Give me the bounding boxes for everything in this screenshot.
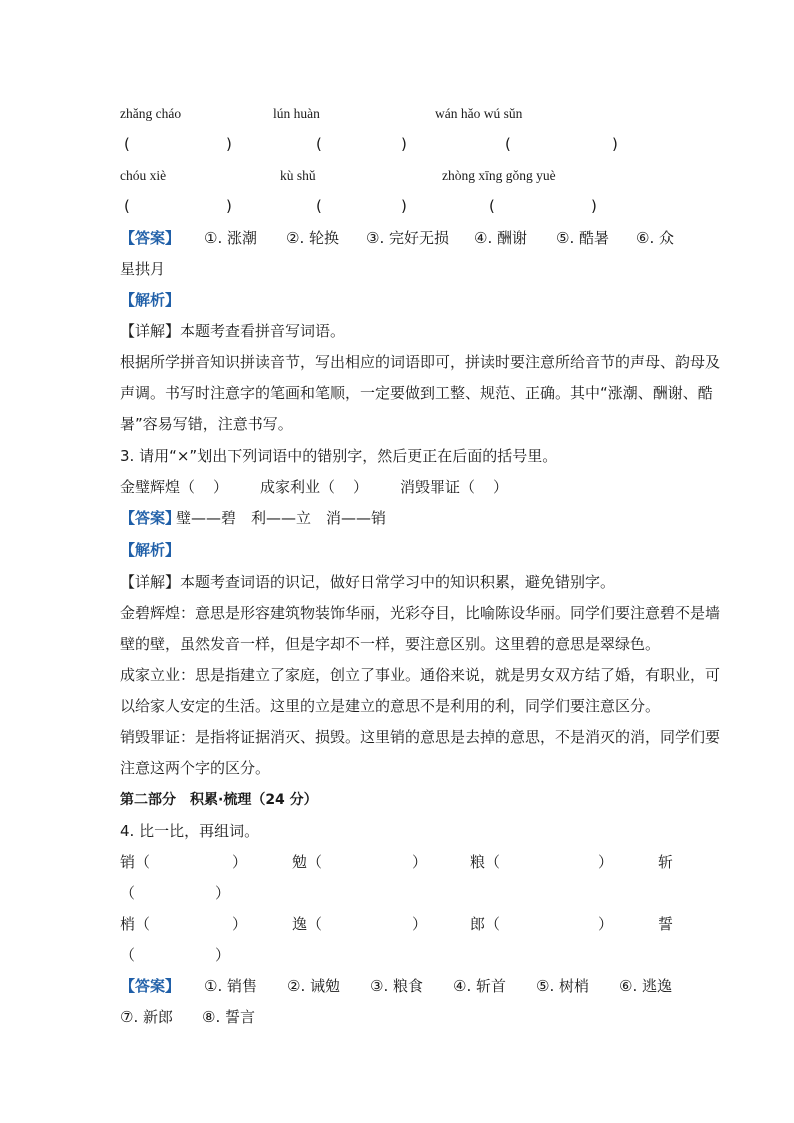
blank-close: ): [401, 197, 407, 215]
answer-item: ⑦. 新郎: [120, 1008, 173, 1026]
blank-close: ）: [232, 853, 248, 871]
pinyin-item: zhǎng cháo: [120, 106, 182, 121]
q3-detail-line: 以给家人安定的生活。这里的立是建立的意思不是利用的利，同学们要注意区分。: [120, 697, 661, 715]
q3-detail-line: 金碧辉煌：意思是形容建筑物装饰华丽，光彩夺目，比喻陈设华丽。同学们要注意碧不是墙: [120, 604, 721, 622]
blank-close: ): [226, 197, 232, 215]
answer-tag: 【答案】: [120, 509, 181, 527]
blank-close: ）: [598, 915, 614, 933]
q2-detail-line: 声调。书写时注意字的笔画和笔顺，一定要做到工整、规范、正确。其中“涨潮、酬谢、酷: [120, 384, 713, 402]
blank-close: ）: [232, 915, 248, 933]
pinyin-item: lún huàn: [273, 106, 320, 121]
pinyin-item: chóu xiè: [120, 168, 167, 183]
q4-char: 逸（: [292, 915, 323, 933]
pinyin-item: kù shǔ: [280, 168, 316, 183]
blank-close: ）: [598, 853, 614, 871]
q3-detail-line: 销毁罪证：是指将证据消灭、损毁。这里销的意思是去掉的意思，不是消灭的消，同学们要: [120, 728, 721, 746]
answer-item: ⑤. 酷暑: [556, 229, 609, 247]
blank-open: (: [124, 197, 130, 215]
blank-open: （: [120, 946, 136, 964]
blank-open: (: [316, 197, 322, 215]
q3-word: 金璧辉煌（: [120, 478, 196, 496]
answer-tag: 【答案】: [120, 229, 181, 247]
blank-close: ): [401, 135, 407, 153]
pinyin-item: wán hǎo wú sǔn: [435, 106, 523, 121]
q4-char: 勉（: [292, 853, 323, 871]
q4-char: 粮（: [470, 853, 501, 871]
answer-item: ④. 酬谢: [474, 229, 527, 247]
q3-detail-heading: 【详解】本题考查词语的识记，做好日常学习中的知识积累，避免错别字。: [120, 573, 616, 591]
q3-answer: 璧——碧 利——立 消——销: [176, 509, 387, 527]
blank-close: ）: [412, 915, 428, 933]
q3-detail-line: 壁的壁，虽然发音一样，但是字却不一样，要注意区别。这里碧的意思是翠绿色。: [120, 635, 661, 653]
answer-item: ③. 完好无损: [366, 229, 449, 247]
blank-close: ): [591, 197, 597, 215]
blank-open: (: [124, 135, 130, 153]
answer-item: ⑧. 誓言: [202, 1008, 255, 1026]
q3-word: 消毁罪证（: [400, 478, 476, 496]
q2-detail-heading: 【详解】本题考查看拼音写词语。: [120, 322, 346, 340]
q2-detail-line: 暑”容易写错，注意书写。: [120, 415, 293, 433]
section-title: 第二部分 积累·梳理（24 分）: [120, 792, 318, 808]
analysis-tag: 【解析】: [120, 291, 181, 309]
answer-tag: 【答案】: [120, 977, 181, 995]
answer-item: ⑥. 逃逸: [619, 977, 672, 995]
blank-close: ): [612, 135, 618, 153]
answer-item: ⑥. 众: [636, 229, 674, 247]
q2-detail-line: 根据所学拼音知识拼读音节，写出相应的词语即可，拼读时要注意所给音节的声母、韵母及: [120, 353, 721, 371]
answer-item: ①. 销售: [204, 977, 257, 995]
q3-detail-line: 注意这两个字的区分。: [120, 759, 271, 777]
q4-char: 郎（: [470, 915, 501, 933]
blank-close: ）: [353, 478, 369, 496]
blank-close: ）: [215, 946, 231, 964]
answer-item: ②. 轮换: [286, 229, 339, 247]
q4-title: 4. 比一比，再组词。: [120, 822, 260, 840]
q3-word: 成家利业（: [260, 478, 336, 496]
analysis-tag: 【解析】: [120, 541, 181, 559]
q2-answer-continuation: 星拱月: [120, 260, 166, 278]
q4-char: 销（: [120, 853, 151, 871]
blank-close: ）: [215, 884, 231, 902]
blank-open: (: [489, 197, 495, 215]
pinyin-item: zhòng xīng gǒng yuè: [442, 168, 556, 183]
blank-open: (: [316, 135, 322, 153]
answer-item: ④. 斩首: [453, 977, 506, 995]
blank-close: ）: [412, 853, 428, 871]
q4-char: 梢（: [120, 915, 151, 933]
blank-open: （: [120, 884, 136, 902]
answer-item: ③. 粮食: [370, 977, 423, 995]
q4-char: 斩: [658, 853, 674, 871]
answer-item: ⑤. 树梢: [536, 977, 589, 995]
blank-open: (: [505, 135, 511, 153]
blank-close: ）: [493, 478, 509, 496]
answer-item: ①. 涨潮: [204, 229, 257, 247]
blank-close: ): [226, 135, 232, 153]
q4-char: 誓: [658, 915, 674, 933]
q3-detail-line: 成家立业：思是指建立了家庭，创立了事业。通俗来说，就是男女双方结了婚，有职业，可: [120, 666, 721, 684]
q3-title: 3. 请用“×”划出下列词语中的错别字，然后更正在后面的括号里。: [120, 447, 558, 465]
answer-item: ②. 诫勉: [287, 977, 340, 995]
blank-close: ）: [213, 478, 229, 496]
